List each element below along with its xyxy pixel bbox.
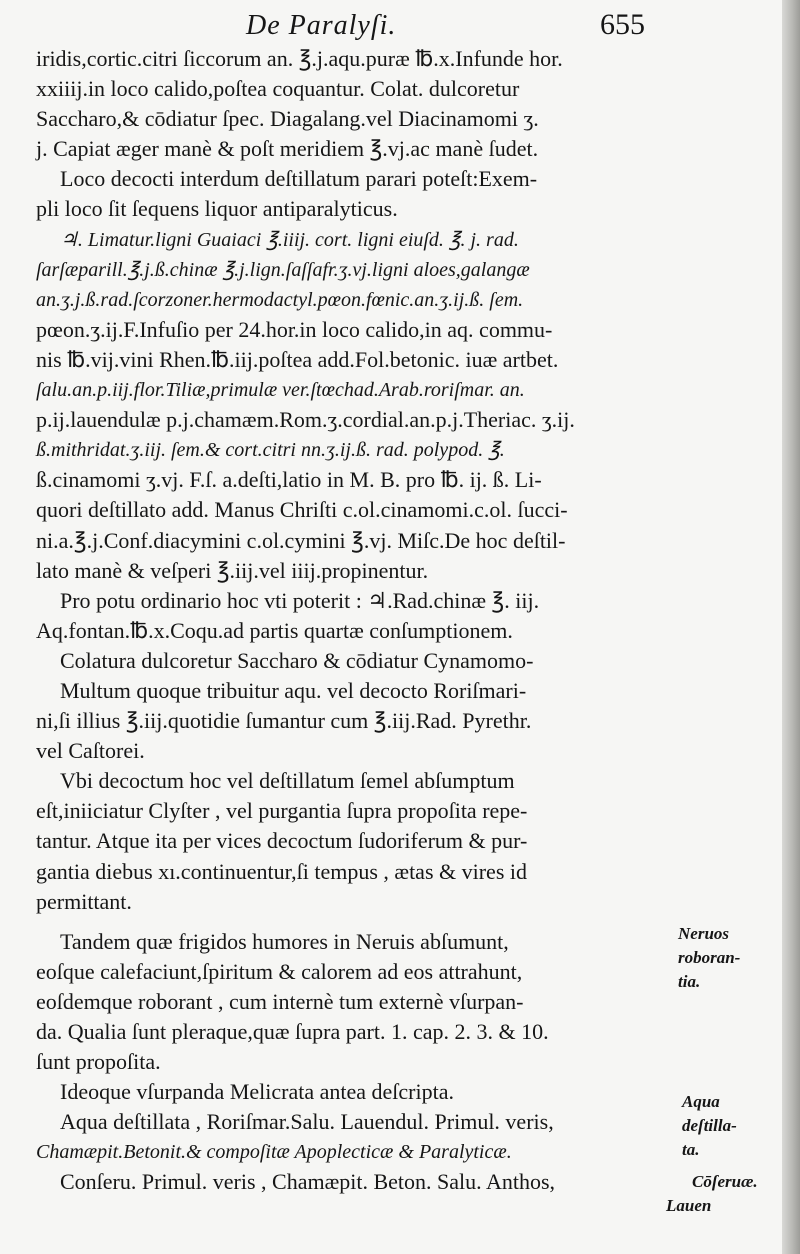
text-line: Vbi decoctum hoc vel deſtillatum ſemel abſumptum bbox=[60, 768, 515, 794]
text-line: Aqua deſtillata , Roriſmar.Salu. Lauendul. Primul. veris, bbox=[60, 1109, 554, 1135]
text-line: Ideoque vſurpanda Melicrata antea deſcripta. bbox=[60, 1079, 454, 1105]
text-line: ſalu.an.p.iij.flor.Tiliæ,primulæ ver.ſtœchad.Arab.roriſmar. an. bbox=[36, 379, 525, 402]
text-line: ni.a.℥.j.Conf.diacymini c.ol.cymini ℥.vj. Miſc.De hoc deſtil- bbox=[36, 527, 566, 553]
text-line: quori deſtillato add. Manus Chriſti c.ol.cinamomi.c.ol. ſucci- bbox=[36, 497, 568, 523]
text-line: iridis,cortic.citri ſiccorum an. ℥.j.aqu.puræ ℔.x.Infunde hor. bbox=[36, 46, 563, 71]
text-line: p.ij.lauendulæ p.j.chamæm.Rom.ʒ.cordial.an.p.j.Theriac. ʒ.ij. bbox=[36, 407, 575, 433]
text-line: Multum quoque tribuitur aqu. vel decocto Roriſmari- bbox=[60, 677, 527, 703]
margin-note-neruos-roborantia: Neruos roboran- tia. bbox=[678, 924, 741, 991]
text-line: xxiiij.in loco calido,poſtea coquantur. Colat. dulcoretur bbox=[36, 76, 520, 102]
text-line: ß.mithridat.ʒ.iij. ſem.& cort.citri nn.ʒ.ij.ß. rad. polypod. ℥. bbox=[36, 439, 505, 462]
body-text bbox=[36, 44, 672, 1198]
text-line: Conſeru. Primul. veris , Chamæpit. Beton. Salu. Anthos, bbox=[60, 1169, 555, 1195]
text-line: ♃. Limatur.ligni Guaiaci ℥.iiij. cort. ligni eiuſd. ℥. j. rad. bbox=[60, 228, 519, 251]
text-line: Saccharo,& cōdiatur ſpec. Diagalang.vel Diacinamomi ʒ. bbox=[36, 106, 539, 132]
text-line: Aq.fontan.℔.x.Coqu.ad partis quartæ conſumptionem. bbox=[36, 617, 513, 643]
text-line: ſarſæparill.℥.j.ß.chinæ ℥.j.lign.ſaſſafr.ʒ.vj.ligni aloes,galangæ bbox=[36, 258, 530, 281]
text-line: Tandem quæ frigidos humores in Neruis abſumunt, bbox=[60, 928, 509, 954]
text-line: eoſque calefaciunt,ſpiritum & calorem ad eos attrahunt, bbox=[36, 958, 523, 984]
text-line: Chamæpit.Betonit.& compoſitæ Apoplecticæ & Paralyticæ. bbox=[36, 1141, 512, 1164]
text-line: Colatura dulcoretur Saccharo & cōdiatur Cynamomo- bbox=[60, 647, 534, 673]
text-line: pli loco ſit ſequens liquor antiparalyticus. bbox=[36, 196, 398, 222]
text-line: an.ʒ.j.ß.rad.ſcorzoner.hermodactyl.pœon.fœnic.an.ʒ.ij.ß. ſem. bbox=[36, 288, 524, 311]
text-line: Pro potu ordinario hoc vti poterit : ♃.Rad.chinæ ℥. iij. bbox=[60, 587, 540, 613]
text-line: tantur. Atque ita per vices decoctum ſudoriferum & pur- bbox=[36, 828, 528, 854]
text-line: j. Capiat æger manè & poſt meridiem ℥.vj.ac manè ſudet. bbox=[36, 136, 539, 162]
margin-notes bbox=[666, 0, 790, 1254]
text-line: permittant. bbox=[36, 888, 132, 914]
text-line: ſunt propoſita. bbox=[36, 1049, 161, 1075]
page-number: 655 bbox=[600, 8, 645, 41]
text-line: ni,ſi illius ℥.iij.quotidie ſumantur cum ℥.iij.Rad. Pyrethr. bbox=[36, 708, 532, 734]
text-line: gantia diebus xı.continuentur,ſi tempus , ætas & vires id bbox=[36, 858, 527, 884]
text-line: lato manè & veſperi ℥.iij.vel iiij.propinentur. bbox=[36, 557, 429, 583]
text-line: eſt,iniiciatur Clyſter , vel purgantia ſupra propoſita repe- bbox=[36, 798, 528, 824]
text-line: da. Qualia ſunt pleraque,quæ ſupra part. 1. cap. 2. 3. & 10. bbox=[36, 1019, 549, 1044]
margin-note-aqua-destillata: Aqua deſtilla- ta. bbox=[682, 1092, 737, 1159]
text-line: eoſdemque roborant , cum internè tum externè vſurpan- bbox=[36, 988, 524, 1014]
text-line: ß.cinamomi ʒ.vj. F.ſ. a.deſti,latio in M. B. pro ℔. ij. ß. Li- bbox=[36, 467, 542, 493]
text-line: pœon.ʒ.ij.F.Infuſio per 24.hor.in loco calido,in aq. commu- bbox=[36, 316, 553, 342]
catchword: Lauen bbox=[666, 1196, 712, 1215]
text-line: Loco decocti interdum deſtillatum parari poteſt:Exem- bbox=[60, 166, 538, 192]
text-line: nis ℔.vij.vini Rhen.℔.iij.poſtea add.Fol.betonic. iuæ artbet. bbox=[36, 346, 559, 372]
margin-note-conseruae: Cōſeruæ. bbox=[692, 1172, 758, 1191]
text-line: vel Caſtorei. bbox=[36, 738, 145, 764]
running-title: De Paralyſi. bbox=[246, 10, 397, 41]
